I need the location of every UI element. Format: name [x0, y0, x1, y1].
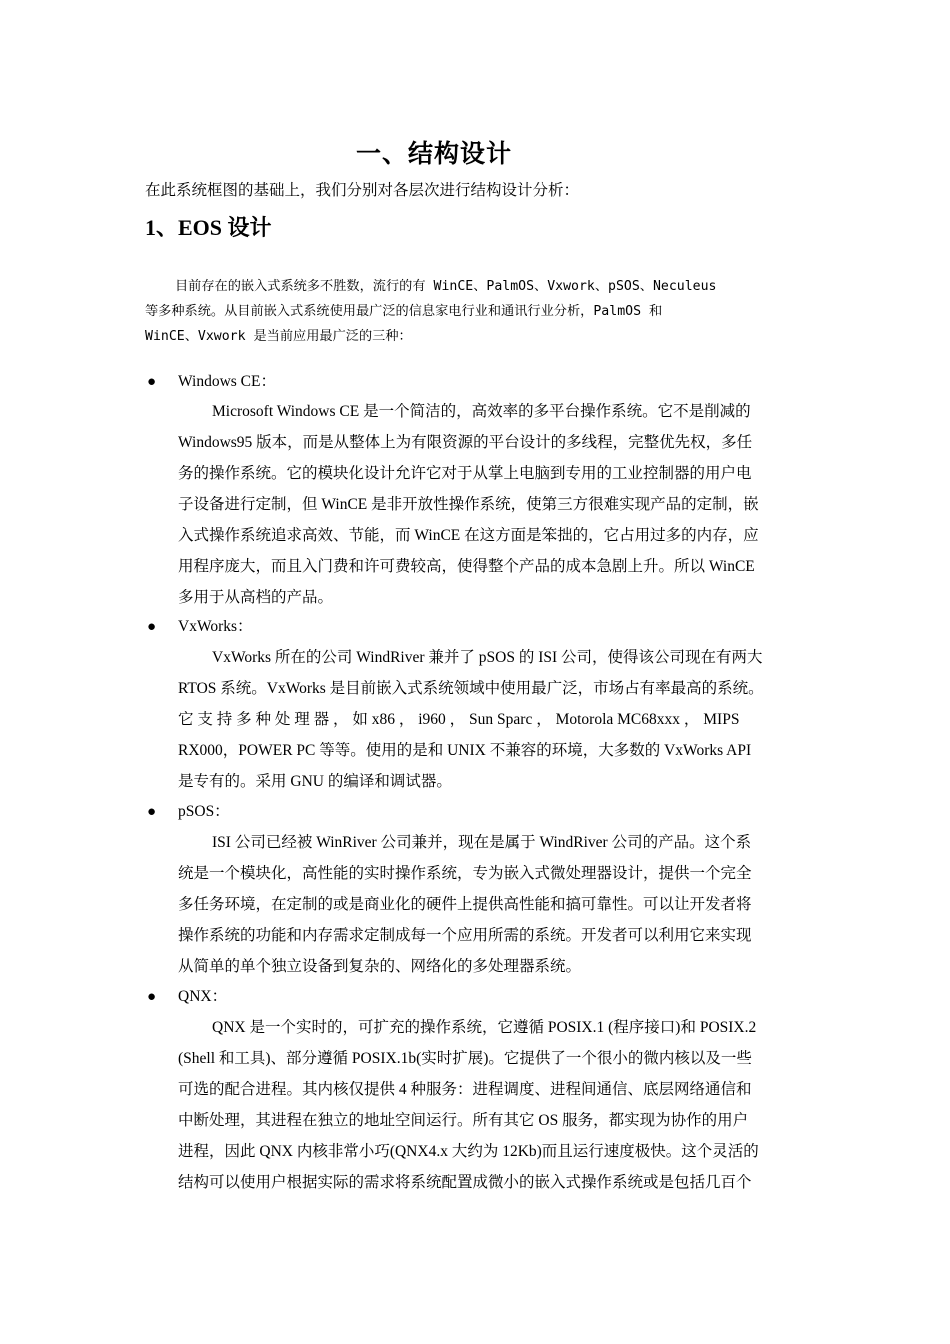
body-line: 用程序庞大，而且入门费和许可费较高，使得整个产品的成本急剧上升。所以 WinCE — [178, 558, 755, 575]
body-line: 多用于从高档的产品。 — [178, 589, 334, 606]
item-body-windows-ce — [178, 396, 808, 613]
paragraph-line: 目前存在的嵌入式系统多不胜数，流行的有 WinCE、PalmOS、Vxwork、pSOS、Neculeus — [175, 279, 717, 294]
body-line: 多任务环境，在定制的或是商业化的硬件上提供高性能和搞可靠性。可以让开发者将 — [178, 896, 752, 913]
body-line: 统是一个模块化，高性能的实时操作系统，专为嵌入式微处理器设计，提供一个完全 — [178, 865, 752, 882]
body-line: 中断处理，其进程在独立的地址空间运行。所有其它 OS 服务，都实现为协作的用户 — [178, 1112, 749, 1129]
body-line: (Shell 和工具)、部分遵循 POSIX.1b(实时扩展)。它提供了一个很小的微内核以及一些 — [178, 1050, 752, 1067]
body-line: VxWorks 所在的公司 WindRiver 兼并了 pSOS 的 ISI 公司，使得该公司现在有两大 — [212, 649, 763, 666]
page-title: 一、结构设计 — [355, 141, 512, 168]
body-line: 操作系统的功能和内存需求定制成每一个应用所需的系统。开发者可以利用它来实现 — [178, 927, 752, 944]
body-line: ISI 公司已经被 WinRiver 公司兼并，现在是属于 WindRiver 公司的产品。这个系 — [212, 834, 752, 851]
body-line: 它 支 持 多 种 处 理 器 ， 如 x86 ， i960 ， Sun Sparc ， Motorola MC68xxx ， MIPS — [178, 711, 740, 728]
body-line: QNX 是一个实时的，可扩充的操作系统，它遵循 POSIX.1 (程序接口)和 POSIX.2 — [212, 1019, 757, 1036]
body-line: 结构可以使用户根据实际的需求将系统配置成微小的嵌入式操作系统或是包括几百个 — [178, 1174, 752, 1191]
bullet-icon: ● — [147, 374, 157, 390]
body-line: 从简单的单个独立设备到复杂的、网络化的多处理器系统。 — [178, 958, 582, 975]
section-heading: 1、EOS 设计 — [145, 215, 272, 240]
bullet-icon: ● — [147, 989, 157, 1005]
item-body-vxworks — [178, 642, 808, 797]
body-line: RX000，POWER PC 等等。使用的是和 UNIX 不兼容的环境，大多数的 VxWorks API — [178, 742, 752, 759]
body-line: 子设备进行定制，但 WinCE 是非开放性操作系统，使第三方很难实现产品的定制，嵌 — [178, 496, 759, 513]
overview-paragraph — [145, 274, 810, 349]
body-line: 是专有的。采用 GNU 的编译和调试器。 — [178, 773, 452, 790]
bullet-icon: ● — [147, 619, 157, 635]
body-line: Windows95 版本，而是从整体上为有限资源的平台设计的多线程，完整优先权，多任 — [178, 434, 753, 451]
body-line: 可选的配合进程。其内核仅提供 4 种服务：进程调度、进程间通信、底层网络通信和 — [178, 1081, 752, 1098]
item-heading: VxWorks： — [178, 618, 253, 635]
item-heading: pSOS： — [178, 803, 230, 820]
body-line: 进程，因此 QNX 内核非常小巧(QNX4.x 大约为 12Kb)而且运行速度极快。这个灵活的 — [178, 1143, 759, 1160]
item-heading: QNX： — [178, 988, 228, 1005]
paragraph-line: 等多种系统。从目前嵌入式系统使用最广泛的信息家电行业和通讯行业分析，PalmOS 和 — [145, 304, 663, 319]
paragraph-line: WinCE、Vxwork 是当前应用最广泛的三种： — [145, 329, 412, 344]
item-heading: Windows CE： — [178, 373, 276, 390]
intro-text: 在此系统框图的基础上，我们分别对各层次进行结构设计分析： — [145, 182, 580, 199]
body-line: RTOS 系统。VxWorks 是目前嵌入式系统领域中使用最广泛，市场占有率最高的系统。 — [178, 680, 764, 697]
body-line: 务的操作系统。它的模块化设计允许它对于从掌上电脑到专用的工业控制器的用户电 — [178, 465, 752, 482]
body-line: 入式操作系统追求高效、节能，而 WinCE 在这方面是笨拙的，它占用过多的内存，应 — [178, 527, 759, 544]
item-body-qnx — [178, 1012, 808, 1198]
body-line: Microsoft Windows CE 是一个简洁的，高效率的多平台操作系统。它不是削减的 — [212, 403, 751, 420]
item-body-psos — [178, 827, 808, 982]
bullet-icon: ● — [147, 804, 157, 820]
